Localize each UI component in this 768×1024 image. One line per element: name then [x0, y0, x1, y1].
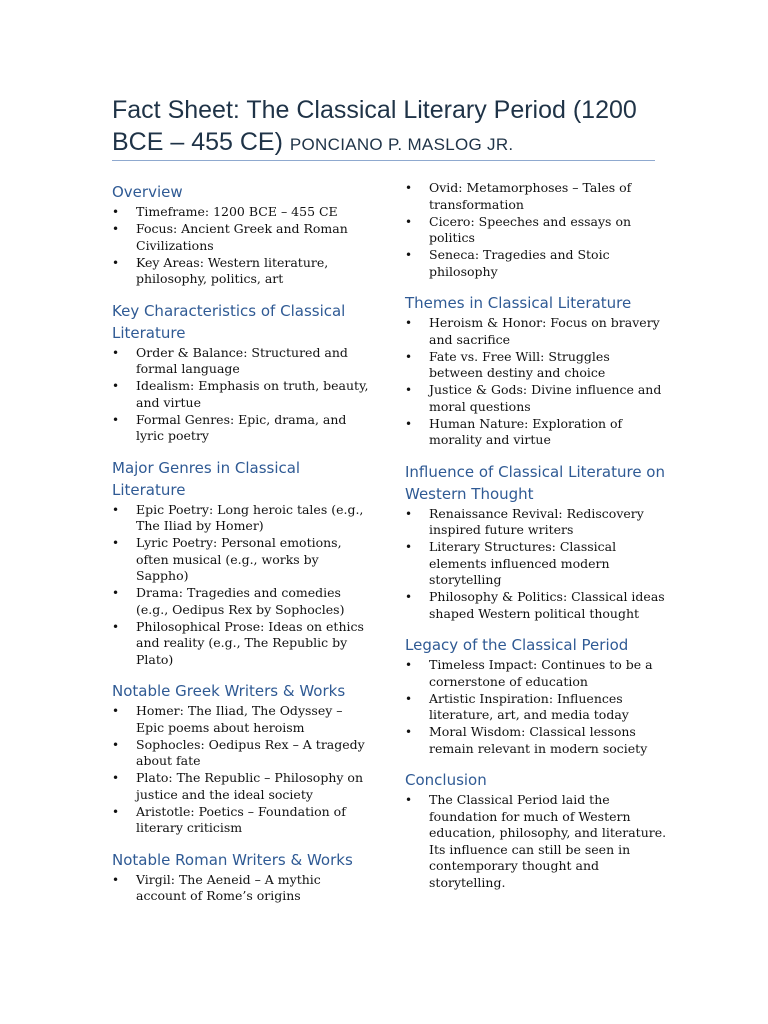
left-column	[112, 181, 374, 917]
bullet-icon: •	[405, 540, 413, 554]
list-item-text: Moral Wisdom: Classical lessons remain relevant in modern society	[429, 724, 648, 756]
bullet-icon: •	[405, 383, 413, 397]
section-themes-in-classical-literature	[405, 292, 667, 449]
list-item-text: Lyric Poetry: Personal emotions, often musical (e.g., works by Sappho)	[136, 535, 342, 583]
section-heading: Notable Greek Writers & Works	[112, 682, 346, 700]
section-heading: Influence of Classical Literature on Western Thought	[405, 462, 665, 503]
section-heading: Conclusion	[405, 771, 487, 789]
author-name: PONCIANO P. MASLOG JR.	[289, 135, 514, 154]
list-item-text: Seneca: Tragedies and Stoic philosophy	[429, 247, 610, 279]
list-item-text: Cicero: Speeches and essays on politics	[429, 213, 632, 245]
bullet-list	[405, 792, 667, 891]
bullet-icon: •	[405, 181, 413, 195]
section-heading: Themes in Classical Literature	[405, 294, 632, 312]
bullet-icon: •	[112, 737, 120, 752]
list-item-text: Fate vs. Free Will: Struggles between destiny and choice	[429, 348, 610, 380]
list-item-text: Timeless Impact: Continues to be a cornerstone of education	[429, 657, 653, 689]
bullet-icon: •	[405, 691, 413, 706]
list-item	[112, 378, 374, 411]
list-item	[405, 589, 667, 622]
section-legacy-of-the-classical-period	[405, 634, 667, 757]
bullet-icon: •	[112, 704, 120, 718]
list-item	[405, 724, 667, 757]
bullet-icon: •	[405, 658, 413, 672]
list-item	[405, 315, 667, 348]
list-item	[112, 345, 374, 378]
bullet-icon: •	[405, 590, 413, 604]
list-item	[112, 804, 374, 837]
bullet-icon: •	[112, 619, 120, 634]
list-item	[112, 737, 374, 770]
list-item-text: Artistic Inspiration: Influences literature, art, and media today	[429, 690, 629, 722]
bullet-list	[405, 315, 667, 449]
bullet-icon: •	[405, 416, 413, 431]
list-item-text: Homer: The Iliad, The Odyssey – Epic poems about heroism	[136, 703, 343, 735]
list-item-text: Drama: Tragedies and comedies (e.g., Oedipus Rex by Sophocles)	[136, 585, 345, 617]
bullet-icon: •	[112, 255, 120, 270]
bullet-list	[112, 872, 374, 905]
section-key-characteristics-of-classical-literature	[112, 300, 374, 445]
bullet-icon: •	[112, 804, 120, 819]
bullet-list	[112, 703, 374, 837]
list-item	[405, 506, 667, 539]
bullet-icon: •	[112, 205, 120, 219]
list-item-text: Heroism & Honor: Focus on bravery and sacrifice	[429, 315, 660, 347]
list-item-text: The Classical Period laid the foundation for much of Western education, philosophy, and literature. Its influence can still be seen in contemporary thought and storytelling.	[429, 792, 667, 890]
list-item-text: Renaissance Revival: Rediscovery inspired future writers	[429, 505, 644, 537]
list-item-text: Epic Poetry: Long heroic tales (e.g., The Iliad by Homer)	[136, 501, 364, 533]
list-item	[405, 792, 667, 891]
section-major-genres-in-classical-literature	[112, 457, 374, 669]
bullet-icon: •	[112, 872, 120, 887]
section-heading: Key Characteristics of Classical Literature	[112, 301, 346, 342]
list-item	[405, 214, 667, 247]
list-item	[405, 382, 667, 415]
list-item	[405, 657, 667, 690]
right-column	[405, 180, 667, 903]
list-item-text: Plato: The Republic – Philosophy on justice and the ideal society	[136, 770, 363, 802]
title-main: Fact Sheet: The Classical Literary Period (1200 BCE – 455 CE)	[112, 96, 637, 156]
section-heading: Notable Roman Writers & Works	[112, 850, 353, 869]
title-divider	[112, 160, 655, 161]
list-item-text: Literary Structures: Classical elements influenced modern storytelling	[429, 539, 617, 587]
list-item	[112, 585, 374, 618]
list-item-text: Ovid: Metamorphoses – Tales of transformation	[429, 180, 632, 212]
list-item	[112, 703, 374, 736]
bullet-icon: •	[112, 412, 120, 427]
list-item	[112, 221, 374, 254]
bullet-icon: •	[405, 214, 413, 229]
list-item	[112, 619, 374, 669]
list-item-text: Justice & Gods: Divine influence and moral questions	[429, 382, 662, 414]
section-continued	[405, 180, 667, 280]
bullet-list	[405, 180, 667, 280]
list-item	[405, 691, 667, 724]
bullet-icon: •	[405, 725, 413, 739]
bullet-icon: •	[112, 345, 120, 360]
section-conclusion	[405, 769, 667, 891]
list-item	[112, 535, 374, 585]
list-item-text: Philosophical Prose: Ideas on ethics and reality (e.g., The Republic by Plato)	[136, 618, 364, 667]
section-influence-of-classical-literature-on-western-thought	[405, 461, 667, 623]
section-heading: Overview	[112, 183, 183, 201]
bullet-icon: •	[112, 502, 120, 517]
list-item-text: Sophocles: Oedipus Rex – A tragedy about fate	[136, 736, 365, 768]
list-item	[112, 204, 374, 221]
list-item	[405, 349, 667, 382]
list-item	[405, 416, 667, 449]
list-item-text: Formal Genres: Epic, drama, and lyric poetry	[136, 411, 347, 443]
section-heading: Legacy of the Classical Period	[405, 636, 629, 654]
list-item-text: Key Areas: Western literature, philosophy, politics, art	[136, 254, 329, 286]
list-item	[112, 872, 374, 905]
bullet-icon: •	[405, 316, 413, 330]
section-heading: Major Genres in Classical Literature	[112, 458, 301, 499]
bullet-icon: •	[405, 506, 413, 521]
list-item-text: Virgil: The Aeneid – A mythic account of Rome’s origins	[136, 871, 321, 903]
list-item-text: Human Nature: Exploration of morality and virtue	[429, 415, 623, 447]
page-title	[112, 94, 672, 161]
section-notable-roman-writers-works	[112, 849, 374, 905]
bullet-icon: •	[405, 793, 413, 807]
list-item	[405, 180, 667, 213]
list-item	[112, 502, 374, 535]
bullet-icon: •	[112, 536, 120, 550]
list-item-text: Focus: Ancient Greek and Roman Civilizations	[136, 221, 348, 253]
bullet-list	[405, 506, 667, 623]
bullet-list	[112, 204, 374, 288]
section-notable-greek-writers-works	[112, 680, 374, 837]
bullet-list	[112, 502, 374, 669]
list-item	[405, 247, 667, 280]
list-item	[112, 255, 374, 288]
list-item-text: Idealism: Emphasis on truth, beauty, and virtue	[136, 378, 369, 410]
bullet-list	[405, 657, 667, 757]
bullet-icon: •	[405, 248, 413, 262]
list-item-text: Philosophy & Politics: Classical ideas shaped Western political thought	[429, 589, 665, 621]
bullet-icon: •	[405, 349, 413, 364]
bullet-icon: •	[112, 222, 120, 236]
bullet-icon: •	[112, 586, 120, 600]
list-item-text: Aristotle: Poetics – Foundation of literary criticism	[136, 803, 346, 835]
section-overview	[112, 181, 374, 288]
bullet-icon: •	[112, 379, 120, 393]
list-item	[112, 770, 374, 803]
list-item	[405, 539, 667, 589]
list-item	[112, 412, 374, 445]
bullet-list	[112, 345, 374, 445]
bullet-icon: •	[112, 771, 120, 785]
list-item-text: Order & Balance: Structured and formal language	[136, 344, 348, 376]
list-item-text: Timeframe: 1200 BCE – 455 CE	[136, 204, 338, 219]
